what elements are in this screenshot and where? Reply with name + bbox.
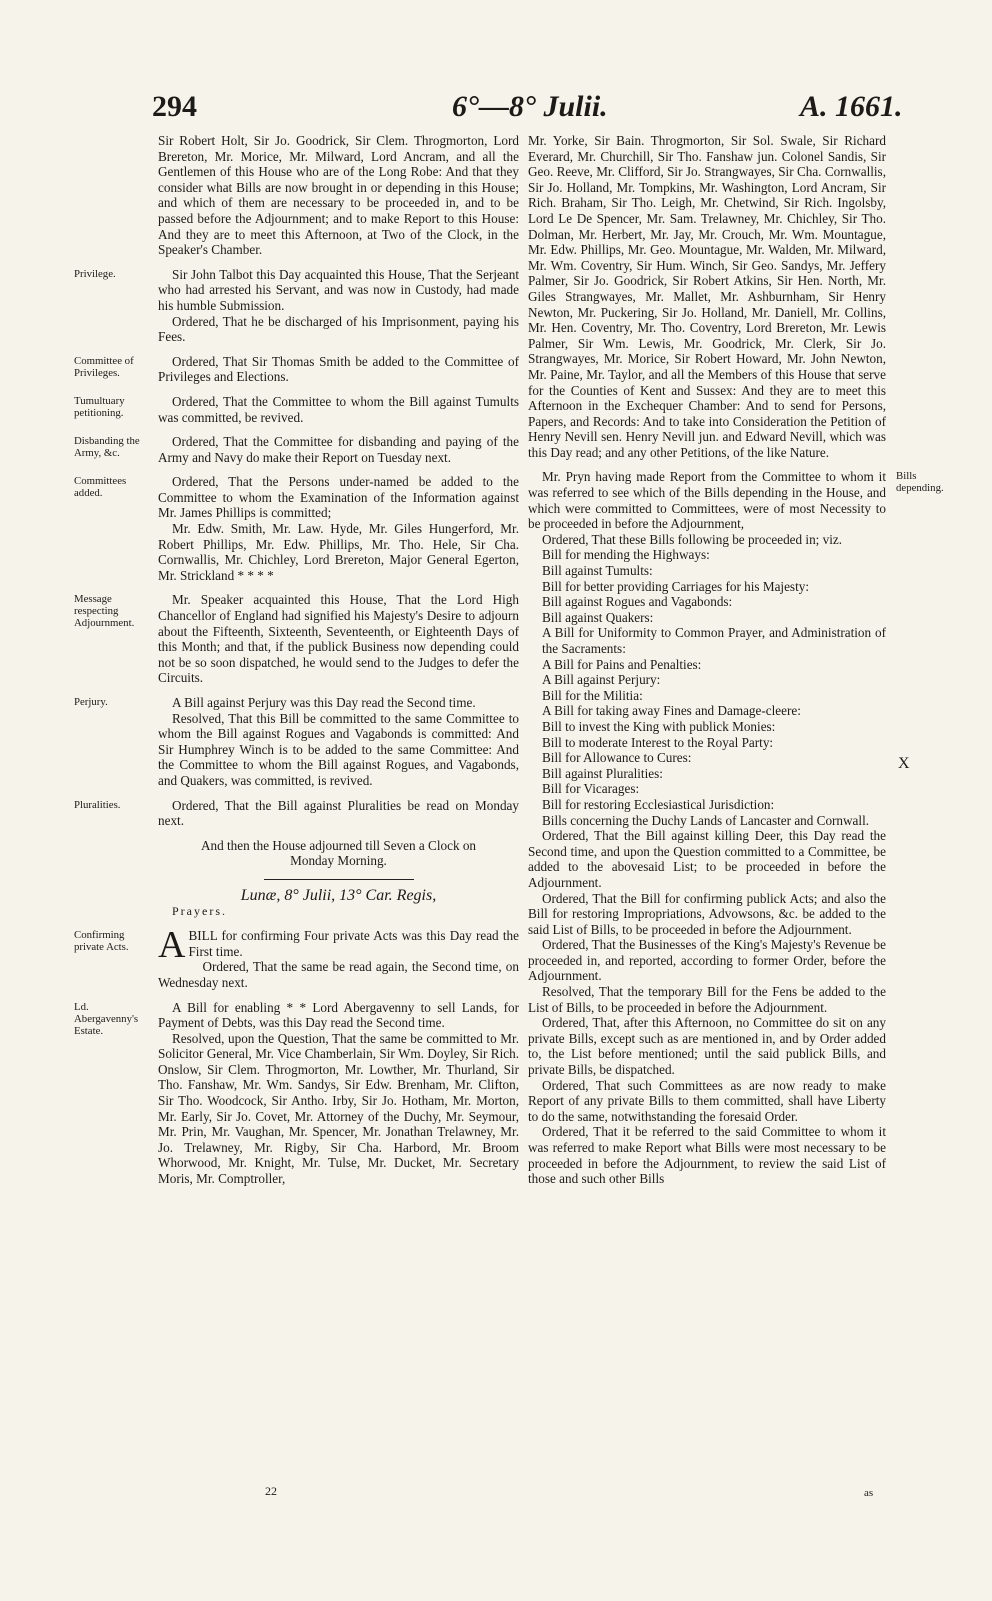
journal-entry (74, 474, 519, 583)
bill-item: A Bill against Perjury: (542, 672, 661, 688)
journal-entry (74, 797, 519, 829)
bill-item: Bills concerning the Duchy Lands of Lancaster and Cornwall. (542, 812, 870, 828)
margin-note: Message respecting Adjournment. (74, 593, 135, 630)
order-paragraph: Ordered, That such Committees as are now ready to make Report of any private Bills to them committed, shall have Liberty to do the same, notwithstanding the foresaid Order. (528, 1077, 886, 1124)
margin-note: Ld. Abergavenny's Estate. (74, 1000, 139, 1037)
margin-note: Pluralities. (74, 798, 121, 811)
bill-item: A Bill for taking away Fines and Damage-cleere: (542, 703, 801, 719)
margin-note: Tumultuary petitioning. (74, 394, 125, 419)
margin-note: Privilege. (74, 267, 116, 280)
entry-paragraph: A Bill for enabling * * Lord Abergavenny to sell Lands, for Payment of Debts, was this Day read the Second time. (158, 999, 519, 1031)
bill-item: Bill against Tumults: (542, 563, 653, 579)
order-paragraph: Ordered, That, after this Afternoon, no Committee do sit on any private Bills, except such as are mentioned in, and by Order added to, the List before mentioned; until the said publick Bills, and private Bills, be dispatched. (528, 1015, 886, 1078)
divider-rule (264, 879, 414, 880)
entry-paragraph: Ordered, That the same be read again, the Second time, on Wednesday next. (158, 959, 519, 990)
entry-paragraph: Ordered, That the Committee for disbanding and paying of the Army and Navy do make their Report on Tuesday next. (158, 434, 519, 465)
entry-paragraph: Sir John Talbot this Day acquainted this House, That the Serjeant who had arrested his Servant, and was now in Custody, had made his humble Submission. (158, 266, 519, 313)
entry-paragraph: Ordered, That Sir Thomas Smith be added to the Committee of Privileges and Elections. (158, 353, 519, 385)
drop-cap: A (158, 924, 186, 967)
bill-item: Bill for better providing Carriages for his Majesty: (542, 578, 809, 594)
margin-note: Bills depending. (896, 470, 944, 495)
bill-item: Bill for Vicarages: (542, 781, 640, 797)
page-number: 294 (152, 90, 197, 123)
journal-entry (74, 592, 519, 686)
bill-item: Bill for the Militia: (542, 687, 643, 703)
margin-note: Committee of Privileges. (74, 354, 134, 379)
journal-entry (74, 924, 519, 990)
bill-item: Bill for mending the Highways: (542, 547, 710, 563)
journal-entry (74, 434, 519, 465)
bill-item: A Bill for Pains and Penalties: (542, 656, 702, 672)
order-paragraph: Ordered, That the Bill against killing Deer, this Day read the Second time, and upon the Question committed to a Committee, be added to the abovesaid List; to be proceeded in before the Adjournment. (528, 828, 886, 890)
header-date: 6°—8° Julii. (452, 90, 608, 123)
bill-item: Bill to invest the King with publick Monies: (542, 718, 776, 734)
entry-paragraph: Resolved, upon the Question, That the same be committed to Mr. Solicitor General, Mr. Vice Chamberlain, Sir Wm. Doyley, Sir Rich. Onslow, Sir Clem. Throgmorton, Mr. Lowther, Mr. Thurland, Sir Tho. Fanshaw, Mr. Wm. Sandys, Sir Edw. Brenham, Mr. Clifton, Sir Tho. Woodcock, Sir Antho. Irby, Sir Jo. Hotham, Mr. Morton, Mr. Early, Sir Jo. Covet, Mr. Attorney of the Duchy, Mr. Seymour, Mr. Prin, Mr. Vaughan, Mr. Spencer, Mr. Jonathan Trelawney, Mr. Jo. Trelawney, Mr. Rigby, Sir Cha. Harbord, Mr. Broom Whorwood, Mr. Knight, Mr. Tulse, Mr. Ducket, Mr. Secretary Moris, Mr. Comptroller, (158, 1030, 519, 1187)
journal-entry (74, 695, 519, 789)
prayers-heading: Prayers. (172, 903, 227, 918)
day-heading: Lunæ, 8° Julii, 13° Car. Regis, (240, 886, 437, 904)
bills-intro: Ordered, That these Bills following be proceeded in; viz. (542, 531, 843, 547)
page-header (0, 90, 992, 130)
committee-list-continued: Sir Robert Holt, Sir Jo. Goodrick, Sir Clem. Throgmorton, Lord Brereton, Mr. Morice, Mr. Milward, Lord Ancram, and all the Gentlemen of this House who are of the Long Robe: And that they consider what Bills are now brought in or depending in this House; and which of them are necessary to be proceeded in, and to be passed before the Adjournment; and to make Report to this House: And they are to meet this Afternoon, at Two of the Clock, in the Speaker's Chamber. (158, 133, 519, 258)
bill-item: Bill against Quakers: (542, 609, 654, 625)
entry-paragraph: A Bill against Perjury was this Day read the Second time. (172, 695, 476, 710)
journal-entry (74, 266, 519, 345)
margin-mark: X (898, 755, 910, 772)
pryn-report: Mr. Pryn having made Report from the Committee to whom it was referred to see which of the Bills depending in the House, and which were committed to Committees, were of most Necessity to be proceeded in before the Adjournment, (528, 469, 886, 532)
journal-entry (74, 353, 519, 385)
margin-note: Confirming private Acts. (74, 929, 129, 954)
margin-note: Disbanding the Army, &c. (74, 435, 140, 460)
header-year: A. 1661. (800, 90, 903, 123)
order-paragraph: Ordered, That it be referred to the said Committee to whom it was referred to make Report what Bills were most necessary to be proceeded in before the Adjournment, to review the said List of those and such other Bills (528, 1124, 886, 1187)
bill-item: Bill against Pluralities: (542, 765, 663, 781)
adjournment-note: And then the House adjourned till Seven a Clock on Monday Morning. (200, 837, 477, 869)
journal-entry (74, 393, 519, 425)
entry-paragraph: Ordered, That the Bill against Pluralities be read on Monday next. (158, 797, 519, 829)
entry-paragraph: Resolved, That this Bill be committed to the same Committee to whom the Bill against Rogues and Vagabonds is committed: And Sir Humphrey Winch is to be added to the same Committee: And the Committee to whom the Bill against Rogues, and Vagabonds, and Quakers, was committed, is revived. (158, 710, 519, 788)
order-paragraph: Resolved, That the temporary Bill for the Fens be added to the List of Bills, to be proceeded in before the Adjournment. (528, 984, 886, 1015)
left-column (74, 133, 519, 1187)
entry-paragraph: Ordered, That the Committee to whom the Bill against Tumults was committed, be revived. (158, 393, 519, 425)
right-column (528, 133, 944, 1187)
entry-paragraph: Mr. Speaker acquainted this House, That the Lord High Chancellor of England had signified his Majesty's Desire to adjourn about the Fifteenth, Sixteenth, Seventeenth, or Eighteenth Days of this Month; and that, if the publick Business now depending could not be so soon dispatched, he would send to the Judges to defer the Circuits. (158, 592, 519, 686)
order-paragraph: Ordered, That the Bill for confirming publick Acts; and also the Bill for restoring Impropriations, Advowsons, &c. be added to the said List of Bills, to be proceeded in before the Adjournment. (528, 890, 886, 937)
bill-item: Bill to moderate Interest to the Royal Party: (542, 734, 774, 750)
bill-item: Bill for restoring Ecclesiastical Jurisdiction: (542, 796, 775, 812)
margin-note: Committees added. (74, 475, 127, 500)
journal-entry (74, 999, 519, 1187)
bill-item: Bill against Rogues and Vagabonds: (542, 594, 733, 610)
catchword: as (864, 1487, 874, 1499)
entry-paragraph: Ordered, That the Persons under-named be added to the Committee to whom the Examination of the Information against Mr. James Phillips is committed; (158, 474, 519, 521)
bills-depending-entry (528, 469, 944, 547)
bill-item: A Bill for Uniformity to Common Prayer, and Administration of the Sacraments: (542, 625, 886, 656)
margin-note: Perjury. (74, 696, 108, 708)
order-paragraph: Ordered, That the Businesses of the King's Majesty's Revenue be proceeded in, and reported, according to former Order, before the Adjournment. (528, 937, 886, 984)
signature-mark: 22 (265, 1484, 277, 1498)
entry-paragraph: Ordered, That he be discharged of his Imprisonment, paying his Fees. (158, 313, 519, 345)
committee-list-right: Mr. Yorke, Sir Bain. Throgmorton, Sir Sol. Swale, Sir Richard Everard, Mr. Churchill, Sir Tho. Fanshaw jun. Colonel Sandis, Sir Geo. Reeve, Mr. Clifford, Sir Jo. Strangwayes, Sir Cha. Cornwallis, Sir Jo. Holland, Mr. Tompkins, Mr. Washington, Lord Ancram, Sir Rich. Braham, Sir Tho. Leigh, Mr. Chetwind, Sir Rich. Ingolsby, Lord Le De Spencer, Mr. Sam. Trelawney, Mr. Chichley, Sir Tho. Dolman, Mr. Herbert, Mr. Jay, Mr. Crouch, Mr. Wm. Mountague, Mr. Edw. Phillips, Mr. Geo. Mountague, Mr. Walden, Mr. Milward, Mr. Wm. Coventry, Sir Hum. Winch, Sir Geo. Sandys, Mr. Jeffery Palmer, Sir Jo. Goodrick, Sir Robert Atkins, Sir Hen. North, Mr. Giles Strangwayes, Mr. Mallet, Mr. Ashburnham, Sir Henry Newton, Mr. Puckering, Sir Jo. Holland, Mr. Daniell, Mr. Collins, Mr. Hen. Coventry, Mr. Tho. Coventry, Lord Brereton, Mr. Lewis Palmer, Sir Wm. Lewis, Mr. Goodrick, Mr. Clerk, Sir Jo. Strangwayes, Mr. Morice, Sir Robert Howard, Mr. John Newton, Mr. Paine, Mr. Taylor, and all the Members of this House that serve for the Counties of Kent and Sussex: And they are to meet this Afternoon in the Exchequer Chamber: And to send for Persons, Papers, and Records: And to take into Consideration the Petition of Henry Nevill sen. Henry Nevill jun. and Edward Nevill, which was this Day read; and any other Petitions, of the like Nature. (528, 133, 886, 460)
entry-text: BILL for confirming Four private Acts was this Day read the First time. (188, 928, 519, 959)
bills-list (528, 547, 886, 828)
entry-paragraph: Mr. Edw. Smith, Mr. Law. Hyde, Mr. Giles Hungerford, Mr. Robert Phillips, Mr. Edw. Phillips, Mr. Tho. Hele, Sir Cha. Cornwallis, Mr. Chichley, Lord Brereton, Major General Egerton, Mr. Strickland * * * * (158, 521, 519, 583)
bill-item: Bill for Allowance to Cures: (542, 750, 692, 766)
entry-paragraph (158, 924, 519, 967)
